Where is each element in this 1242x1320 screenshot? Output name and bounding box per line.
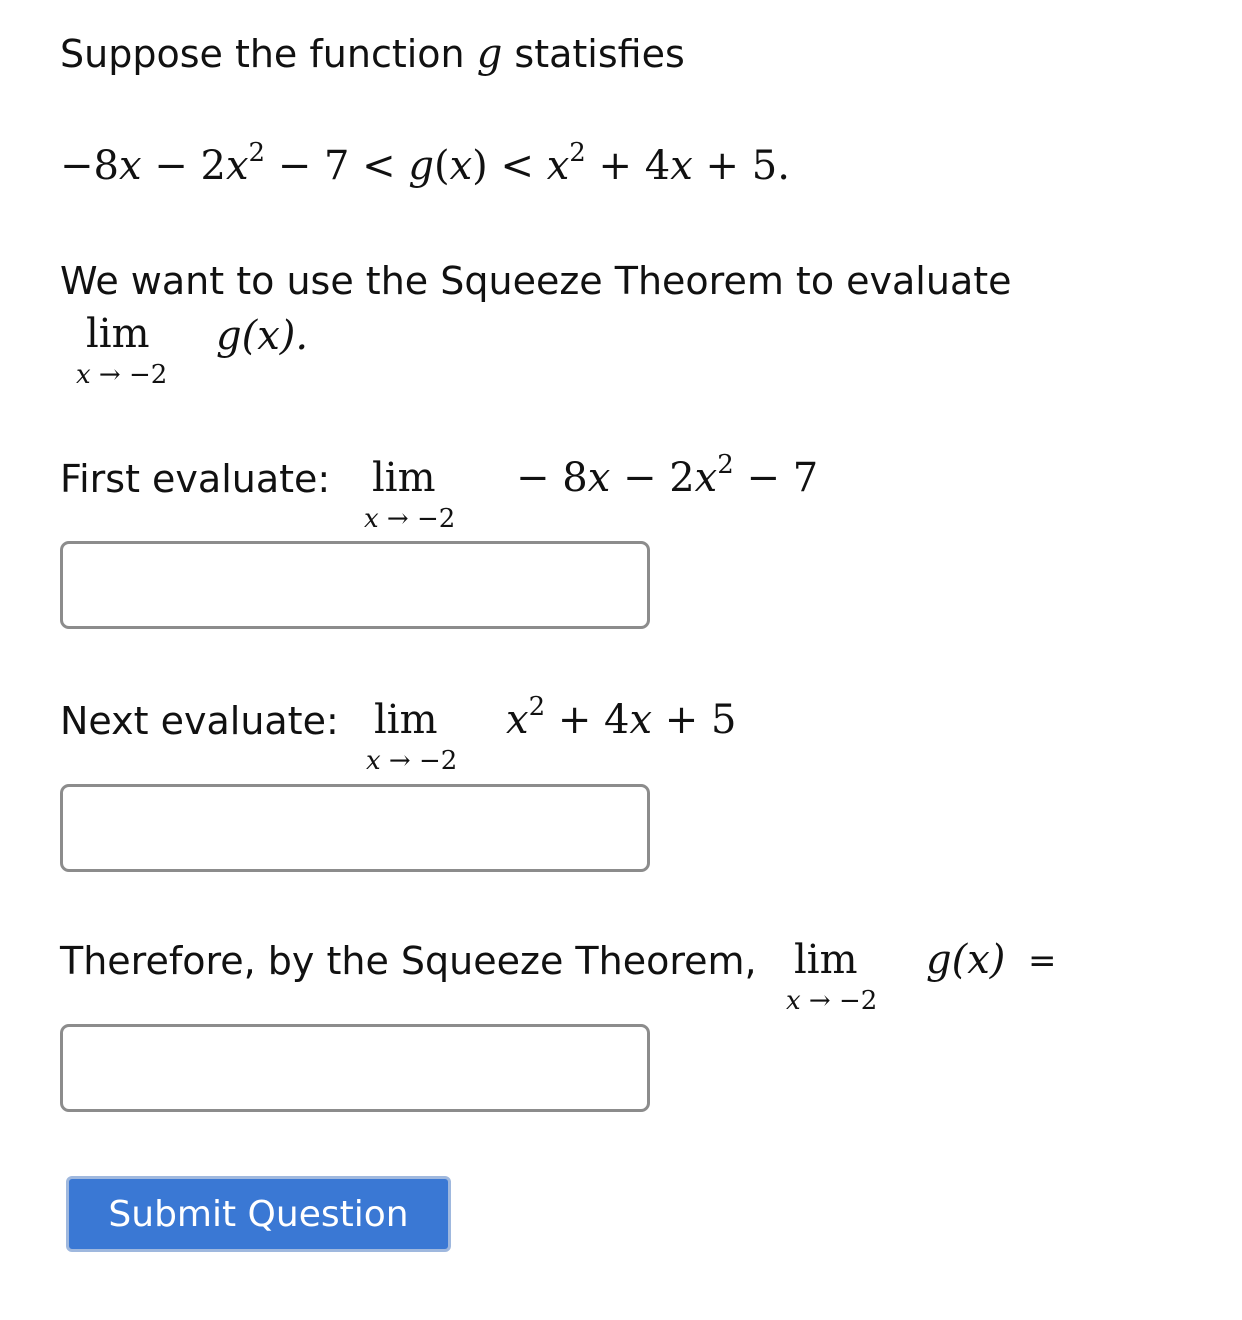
intro-prefix: Suppose the function [60, 32, 477, 76]
first-limit [364, 455, 456, 534]
next-lim-subscript [366, 748, 457, 774]
ineq-exponent: 2 [248, 138, 266, 168]
first-lim-subscript [364, 506, 455, 532]
first-expr-part: − 2 [610, 455, 695, 501]
ineq-part: + 4 [585, 143, 671, 189]
next-expression [506, 692, 737, 743]
goal-function: g [216, 313, 242, 359]
first-expr-var: x [587, 455, 611, 501]
first-expr-exponent: 2 [717, 450, 734, 480]
inequality [60, 138, 790, 189]
next-label: Next evaluate: [60, 699, 339, 743]
conclusion-lim-var: x [786, 986, 801, 1016]
ineq-part: ( [434, 143, 450, 189]
next-expr-part: + 4 [545, 697, 630, 743]
ineq-var: x [670, 143, 693, 189]
ineq-var: x [118, 143, 142, 189]
conclusion-lim-subscript [786, 988, 877, 1014]
first-label: First evaluate: [60, 457, 331, 501]
first-lim-approach: → −2 [378, 504, 456, 534]
goal-lim-subscript [76, 362, 167, 388]
first-lim-word: lim [372, 455, 436, 501]
conclusion-equals: = [1028, 941, 1057, 981]
next-expr-var: x [629, 697, 653, 743]
goal-lim-var: x [76, 360, 91, 390]
next-answer-input[interactable] [60, 784, 650, 872]
conclusion-lim-approach: → −2 [800, 986, 878, 1016]
first-expr-var: x [694, 455, 718, 501]
intro-suffix: statisfies [502, 32, 685, 76]
goal-text: We want to use the Squeeze Theorem to evaluate [60, 259, 1012, 303]
submit-question-button[interactable]: Submit Question [66, 1176, 451, 1252]
ineq-var: x [546, 143, 570, 189]
ineq-part: − 2 [141, 143, 226, 189]
next-limit [366, 697, 458, 776]
conclusion-label: Therefore, by the Squeeze Theorem, [60, 939, 757, 983]
ineq-part: ) [472, 143, 488, 189]
ineq-part: + 5. [692, 143, 790, 189]
conclusion-lim-word: lim [794, 937, 858, 983]
goal-argument: (x). [241, 313, 309, 359]
goal-lim-approach: → −2 [90, 360, 168, 390]
next-expr-exponent: 2 [528, 692, 546, 722]
next-expr-part: + 5 [652, 697, 737, 743]
first-expression [516, 450, 819, 501]
next-lim-word: lim [374, 697, 438, 743]
conclusion-limit [786, 937, 878, 1016]
intro-text [60, 31, 685, 77]
first-answer-input[interactable] [60, 541, 650, 629]
conclusion-argument: (x) [951, 937, 1006, 983]
conclusion-function: g [926, 937, 952, 983]
conclusion-answer-input[interactable] [60, 1024, 650, 1112]
goal-expression [216, 313, 309, 359]
goal-limit [76, 311, 168, 390]
next-lim-approach: → −2 [380, 746, 458, 776]
first-expr-part: − 7 [733, 455, 819, 501]
goal-lim-word: lim [86, 311, 150, 357]
ineq-function: g [408, 143, 434, 189]
next-lim-var: x [366, 746, 381, 776]
ineq-part: − 7 < [265, 143, 409, 189]
next-expr-var: x [506, 697, 529, 743]
first-lim-var: x [364, 504, 379, 534]
ineq-var: x [225, 143, 249, 189]
ineq-var: x [449, 143, 473, 189]
ineq-part: −8 [60, 143, 119, 189]
ineq-part: < [487, 143, 547, 189]
ineq-exponent: 2 [569, 138, 586, 168]
intro-function-name: g [476, 31, 503, 77]
conclusion-expression [926, 937, 1006, 983]
first-expr-part: − 8 [516, 455, 588, 501]
